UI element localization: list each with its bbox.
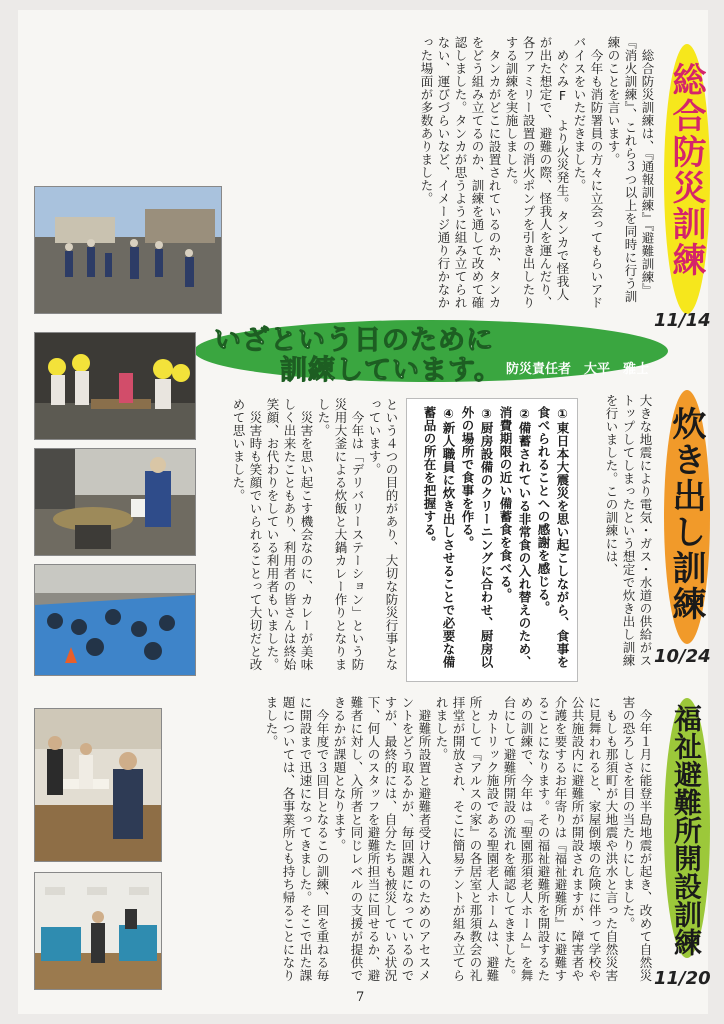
section2-title: 炊き出し訓練 xyxy=(666,406,706,622)
list-item: ②備蓄されている非常食の入れ替えのため、消費期限の近い備蓄食を食べる。 xyxy=(498,406,532,669)
paragraph: という４つの目的があり、大切な防災行事となっています。 xyxy=(367,398,399,671)
stretcher-drill-photo xyxy=(34,332,196,440)
purpose-list xyxy=(412,406,572,672)
paragraph: 避難所設置と避難者受け入れのためのアセスメントをどう取るかが、毎回課題になっているのですが、最終的には、自分たちも被災している状況下、何人のスタッフを避難所担当に回せるか、避難者に対し、入所者と同じレベルの支援が提供できるかが課題となります。 xyxy=(332,696,432,982)
paragraph: 災害を思い起こす機会なのに、カレーが美味しく出来たこともあり、利用者の皆さんは終始笑顔、お代わりをしている利用者もいました。 xyxy=(265,398,314,671)
list-item: ①東日本大震災を思い起こしながら、食事を食べられることへの感謝を感じる。 xyxy=(536,406,570,669)
shelter-reception-photo xyxy=(34,708,162,862)
section3-title: 福祉避難所開設訓練 xyxy=(670,704,703,956)
section2-date: 10/24 xyxy=(654,646,711,667)
paragraph: カトリック施設である聖園老人ホームは、避難所として『アルスの家』の各居室と那須教会の礼拝堂が開放され、そこに簡易テントが組み立てられました。 xyxy=(434,696,500,982)
author: 防災責任者 大平 雅士 xyxy=(506,362,650,377)
paragraph: 災害時も笑顔でいられることって大切だと改めて思いました。 xyxy=(231,398,263,671)
list-item: ③厨房設備のクリーニングに合わせ、厨房以外の場所で食事を作る。 xyxy=(460,406,494,669)
list-item: ④新人職員に炊き出しさせることで必要な備蓄品の所在を把握する。 xyxy=(422,406,456,669)
paragraph: もしも那須町が大地震や洪水と言った自然災害に見舞われると、家屋倒壊の危険に伴って学校や公共施設内に避難所が開設されますが、障害者や介護を要するお年寄りは『福祉避難所』に避難することになります。その福祉避難所を開設するための訓練で、今年は『聖園那須老人ホーム』を舞台にして避難所開設の流れを確認してきました。 xyxy=(502,696,619,982)
chapel-tent-photo xyxy=(34,872,162,990)
outdoor-evacuation-drill-photo xyxy=(34,186,222,314)
headline-line2: 訓練しています。 xyxy=(280,355,502,386)
headline-line1: いざという日のために xyxy=(214,325,494,356)
paragraph: 今年１月に能登半島地震が起き、改めて自然災害の恐ろしさを目の当たりにしました。 xyxy=(621,696,653,982)
meal-on-blue-sheet-photo xyxy=(34,564,196,676)
paragraph: 総合防災訓練は、『通報訓練』『避難訓練』『消火訓練』、これら３つ以上を同時に行う訓練のことを言います。 xyxy=(606,36,655,303)
paragraph: 今年も消防署員の方々に立会ってもらいアドバイスをいただきました。 xyxy=(572,36,604,309)
page-number: 7 xyxy=(356,990,365,1005)
section2-intro: 大きな地震により電気・ガス・水道の供給がストップしてしまったという想定で炊き出し訓練を行いました。この訓練には、 xyxy=(604,394,653,667)
section3-date: 11/20 xyxy=(654,968,711,989)
section3-body xyxy=(166,696,654,986)
paragraph: 今年度で３回目となるこの訓練、回を重ねる毎に開設まで迅速になってきました。そこで出た課題については、各事業所とも持ち帰ることになりました。 xyxy=(264,696,330,982)
section1-date: 11/14 xyxy=(654,310,711,331)
section1-title: 総合防災訓練 xyxy=(666,62,706,278)
cooking-pot-photo xyxy=(34,448,196,556)
paragraph: タンカがどこに設置されているのか、タンカをどう組み立てるのか、訓練を通して改めて確認しました。タンカが思うように組み立てられない、運びづらいなど、イメージ通り行かなかった場面が多数ありました。 xyxy=(419,36,502,309)
paragraph: 今年は「デリバリーステーション」という防災用大釜による炊飯と大鍋カレー作りとなりました。 xyxy=(316,398,365,671)
newsletter-page xyxy=(18,10,711,1014)
section2-body xyxy=(204,398,400,680)
paragraph: めぐみF より火災発生。タンカで怪我人が出た想定で、避難の際、怪我人を運んだり、各ファミリー設置の消火ポンプを引き出したりする訓練を実施しました。 xyxy=(504,36,570,309)
